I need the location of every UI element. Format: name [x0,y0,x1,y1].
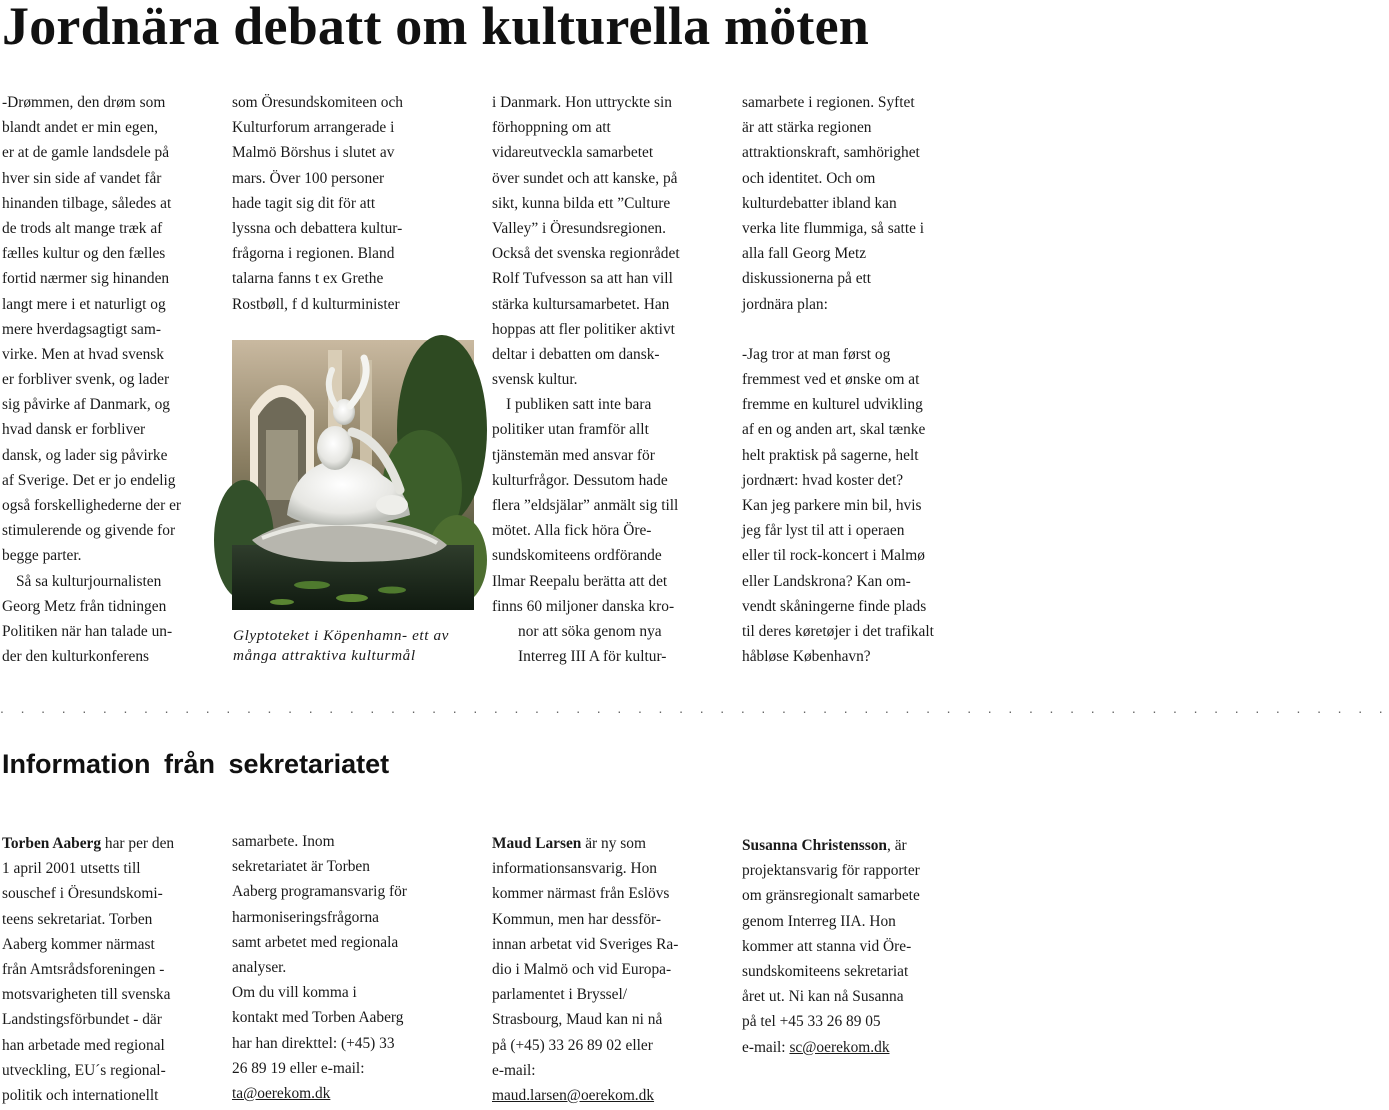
text-line: Också det svenska regionrådet [492,245,680,263]
text-line: begge parter. [2,547,82,565]
text-line: dio i Malmö och vid Europa- [492,960,672,978]
text-line: dansk, og lader sig påvirke [2,446,168,464]
info-column-maud [492,831,678,1108]
text-line: vendt skåningerne finde plads [742,597,927,615]
text-line: e-mail: [492,1061,536,1079]
text-line: kulturdebatter ibland kan [742,194,897,212]
info-column-susanna [742,833,920,1060]
text-line: alla fall Georg Metz [742,245,867,263]
text-line: flera ”eldsjälar” anmält sig till [492,497,679,514]
text-line: på (+45) 33 26 89 02 eller [492,1036,653,1054]
text-line [2,831,174,856]
text-line: politik och internationellt [2,1086,159,1104]
text-line: fortid nærmer sig hinanden [2,270,170,288]
text-line [742,1035,920,1060]
text-line: diskussionerna på ett [742,270,872,288]
info-column-torben [2,831,174,1108]
text-line: I publiken satt inte bara [506,396,652,414]
text-line: langt mere i et naturligt og [2,295,166,313]
section-title: Information från sekretariatet [2,749,390,779]
text-line: parlamentet i Bryssel/ [492,986,628,1004]
text-line: hade tagit sig dit för att [232,194,376,212]
text-line: eller Landskrona? Kan om- [742,572,911,590]
text-line: af Sverige. Det er jo endelig [2,471,176,489]
text-line: jordnært: hvad koster det? [742,471,904,489]
text-line: Landstingsförbundet - där [2,1011,162,1029]
text-line: projektansvarig för rapporter [742,862,920,880]
text-line: analyser. [232,958,287,976]
text-line: sundskomiteens sekretariat [742,962,909,980]
text-line: sundskomiteens ordförande [492,547,662,565]
text-line: eller til rock-koncert i Malmø [742,547,925,565]
person-name: Susanna Christensson [742,837,887,854]
text-line: de trods alt mange træk af [2,219,163,237]
text-line: är att stärka regionen [742,119,872,137]
text-line: Georg Metz från tidningen [2,597,167,615]
text-line: souschef i Öresundskomi- [2,885,163,903]
caption-line: många attraktiva kulturmål [233,647,416,664]
info-column-torben-contact [232,829,407,1106]
text-line: stimulerende og givende for [2,522,176,540]
text-line: kommer att stanna vid Öre- [742,937,912,955]
text-line: jeg får lyst til att i operaen [742,522,905,540]
text-line: sekretariatet är Torben [232,858,370,876]
text-line: Strasbourg, Maud kan ni nå [492,1011,663,1029]
text-line: Rostbøll, f d kulturminister [232,295,400,313]
text-line: nor att söka genom nya [518,622,662,640]
text-line: af en og anden art, skal tænke [742,421,926,439]
caption-line: Glyptoteket i Köpenhamn- ett av [233,627,449,644]
text-line: teens sekretariat. Torben [2,910,153,928]
text-line: attraktionskraft, samhörighet [742,144,920,162]
text-fragment: , är [887,837,907,854]
headline: Jordnära debatt om kulturella möten [2,0,869,56]
article-column-2 [232,90,403,317]
text-line: lyssna och debattera kultur- [232,219,403,237]
text-line: Kan jeg parkere min bil, hvis [742,497,922,514]
text-fragment: är ny som [581,835,646,852]
text-line: Aaberg programansvarig för [232,883,407,901]
text-line: tjänstemän med ansvar för [492,446,655,464]
article-column-3 [492,90,680,669]
text-line: hvad dansk er forbliver [2,421,146,439]
text-line: mere hverdagsagtigt sam- [2,320,161,338]
text-line: finns 60 miljoner danska kro- [492,597,675,615]
text-line: virke. Men at hvad svensk [2,345,164,363]
text-line: Rolf Tufvesson sa att han vill [492,270,673,288]
text-line: vidareutveckla samarbetet [492,144,654,162]
text-line: der den kulturkonferens [2,648,150,666]
text-line: Så sa kulturjournalisten [16,572,162,590]
text-line: kontakt med Torben Aaberg [232,1009,404,1027]
text-line: Malmö Börshus i slutet av [232,144,395,162]
text-line: mars. Över 100 personer [232,169,385,187]
text-line: harmoniseringsfrågorna [232,908,380,926]
text-fragment: har per den [101,835,175,852]
text-line: helt praktisk på sagerne, helt [742,446,919,464]
text-line [742,833,920,858]
text-line: også forskellighederne der er [2,497,182,514]
text-line: samarbete i regionen. Syftet [742,94,915,111]
text-line: sikt, kunna bilda ett ”Culture [492,194,671,212]
text-line: samarbete. Inom [232,833,335,850]
text-line: över sundet och att kanske, på [492,169,678,187]
text-line: har han direkttel: (+45) 33 [232,1034,395,1052]
text-line: deltar i debatten om dansk- [492,345,660,363]
email-link-torben[interactable]: ta@oerekom.dk [232,1084,331,1102]
text-line: motsvarigheten till svenska [2,986,171,1004]
text-line: innan arbetat vid Sveriges Ra- [492,935,679,953]
text-line: stärka kultursamarbetet. Han [492,295,670,313]
photo-caption [233,626,449,666]
blank-line [742,317,934,342]
text-line: Ilmar Reepalu berätta att det [492,572,668,590]
text-line: fælles kultur og den fælles [2,245,166,263]
text-line: håbløse København? [742,648,871,666]
text-line: Interreg III A för kultur- [518,648,667,666]
text-line: fremme en kulturel udvikling [742,396,923,414]
text-line: om gränsregionalt samarbete [742,887,920,905]
text-line: på tel +45 33 26 89 05 [742,1013,881,1031]
text-line: kommer närmast från Eslövs [492,885,670,903]
text-line: fremmest ved et ønske om at [742,371,920,389]
text-line: kulturfrågor. Dessutom hade [492,471,668,489]
text-line: svensk kultur. [492,371,578,389]
text-fragment: e-mail: [742,1038,790,1056]
text-line: i Danmark. Hon uttryckte sin [492,94,672,111]
text-line: Kommun, men har dessför- [492,910,661,928]
text-line: förhoppning om att [492,119,611,137]
text-line: Kulturforum arrangerade i [232,119,395,137]
text-line: hinanden tilbage, således at [2,194,172,212]
text-line: informationsansvarig. Hon [492,860,657,878]
text-line: Politiken när han talade un- [2,622,173,640]
text-line: til deres køretøjer i det trafikalt [742,622,934,640]
dotted-divider: . . . . . . . . . . . . . . . . . . . . . . . . . . . . . . . . . . . . . . . . . . . . . . . . . . . . . . . . . . . . . . . . . . . . [0,700,1389,716]
text-line: verka lite flummiga, så satte i [742,219,925,237]
text-line: som Öresundskomiteen och [232,94,403,111]
article-column-1 [2,90,181,669]
text-line: han arbetade med regional [2,1036,165,1054]
text-line: frågorna i regionen. Bland [232,245,395,263]
text-line: jordnära plan: [742,295,828,313]
text-line: samt arbetet med regionala [232,933,399,951]
email-link-susanna[interactable]: sc@oerekom.dk [789,1038,890,1056]
text-line: Aaberg kommer närmast [2,935,155,953]
text-line: hver sin side af vandet får [2,169,162,187]
text-line: blandt andet er min egen, [2,119,158,137]
text-line: -Drømmen, den drøm som [2,94,166,111]
person-name: Torben Aaberg [2,835,102,852]
text-line: hoppas att fler politiker aktivt [492,320,675,338]
sculpture-photo [232,340,474,610]
text-line: genom Interreg IIA. Hon [742,912,896,930]
email-link-maud[interactable]: maud.larsen@oerekom.dk [492,1086,655,1104]
text-line: från Amtsrådsforeningen - [2,960,165,978]
text-line: politiker utan framför allt [492,421,649,439]
text-line: -Jag tror at man først og [742,345,891,363]
text-line: er at de gamle landsdele på [2,144,170,162]
article-column-4 [742,90,934,669]
text-line: talarna fanns t ex Grethe [232,270,384,288]
text-line: sig påvirke af Danmark, og [2,396,170,414]
text-line: utveckling, EU´s regional- [2,1061,166,1079]
text-line: mötet. Alla fick höra Öre- [492,522,652,540]
text-line: 26 89 19 eller e-mail: [232,1059,365,1077]
text-line: Om du vill komma i [232,984,357,1002]
person-name: Maud Larsen [492,835,582,852]
text-line: och identitet. Och om [742,169,876,187]
text-line: er forbliver svenk, og lader [2,371,170,389]
text-line [492,831,678,856]
text-line: 1 april 2001 utsetts till [2,860,141,878]
text-line: Valley” i Öresundsregionen. [492,219,666,237]
text-line: året ut. Ni kan nå Susanna [742,988,904,1006]
